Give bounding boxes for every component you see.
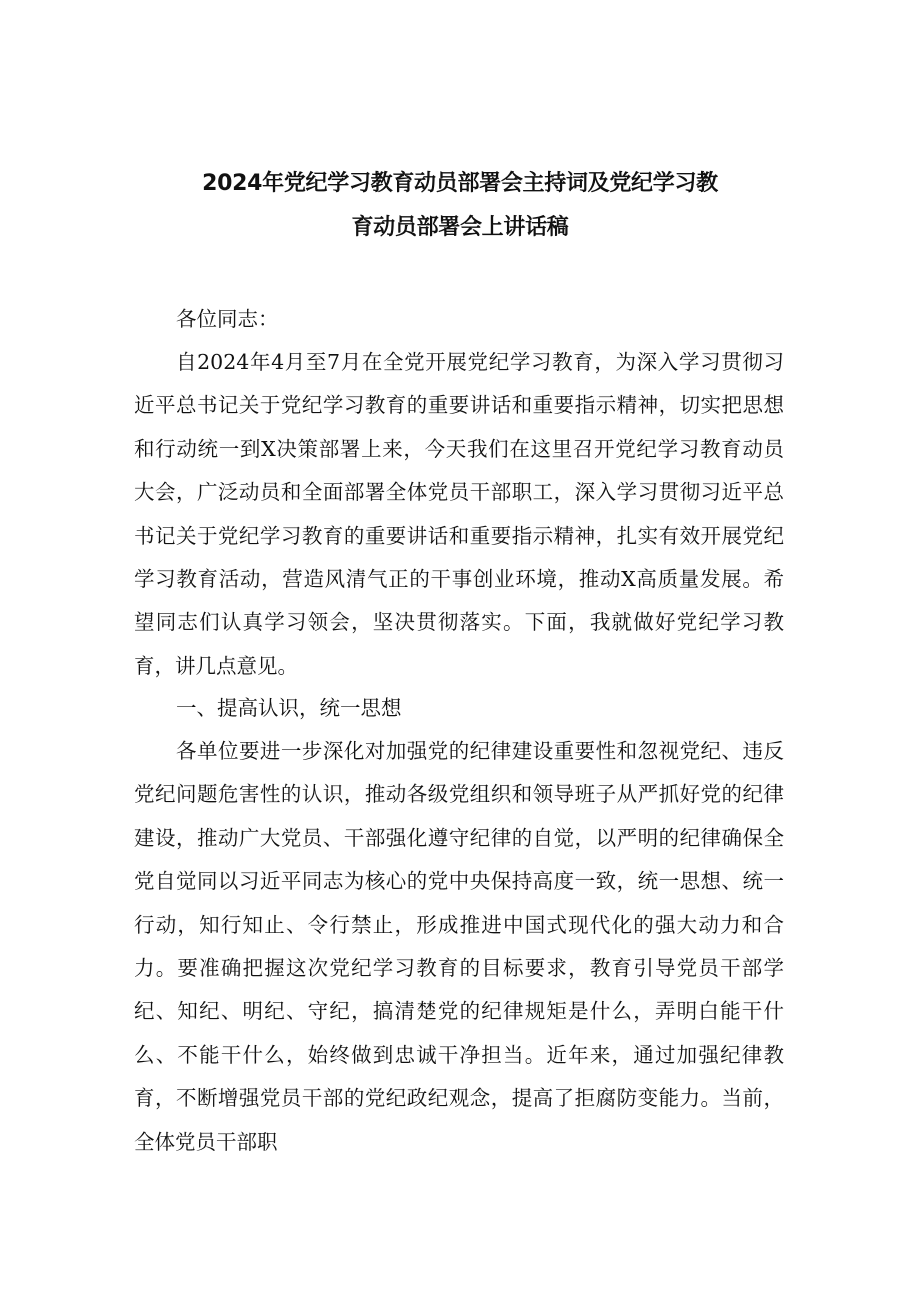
paragraph-section-1: 各单位要进一步深化对加强党的纪律建设重要性和忽视党纪、违反党纪问题危害性的认识，推动各级党组织和领导班子从严抓好党的纪律建设，推动广大党员、干部强化遵守纪律的自觉，以严明的纪律确保全党自觉同以习近平同志为核心的党中央保持高度一致，统一思想、统一行动，知行知止、令行禁止，形成推进中国式现代化的强大动力和合力。要准确把握这次党纪学习教育的目标要求，教育引导党员干部学纪、知纪、明纪、守纪，搞清楚党的纪律规矩是什么，弄明白能干什么、不能干什么，始终做到忠诚干净担当。近年来，通过加强纪律教育，不断增强党员干部的党纪政纪观念，提高了拒腐防变能力。当前，全体党员干部职 [134,739,784,1154]
document-title-line-1: 2024年党纪学习教育动员部署会主持词及党纪学习教 [202,171,718,196]
document-title-line-2: 育动员部署会上讲话稿 [351,215,569,240]
paragraph-opening: 自2024年4月至7月在全党开展党纪学习教育，为深入学习贯彻习近平总书记关于党纪学习教育的重要讲话和重要指示精神，切实把思想和行动统一到X决策部署上来，今天我们在这里召开党纪学习教育动员大会，广泛动员和全面部署全体党员干部职工，深入学习贯彻习近平总书记关于党纪学习教育的重要讲话和重要指示精神，扎实有效开展党纪学习教育活动，营造风清气正的干事创业环境，推动X高质量发展。希望同志们认真学习领会，坚决贯彻落实。下面，我就做好党纪学习教育，讲几点意见。 [134,350,784,678]
greeting: 各位同志： [176,307,279,331]
section-heading-1: 一、提高认识，统一思想 [176,696,402,720]
